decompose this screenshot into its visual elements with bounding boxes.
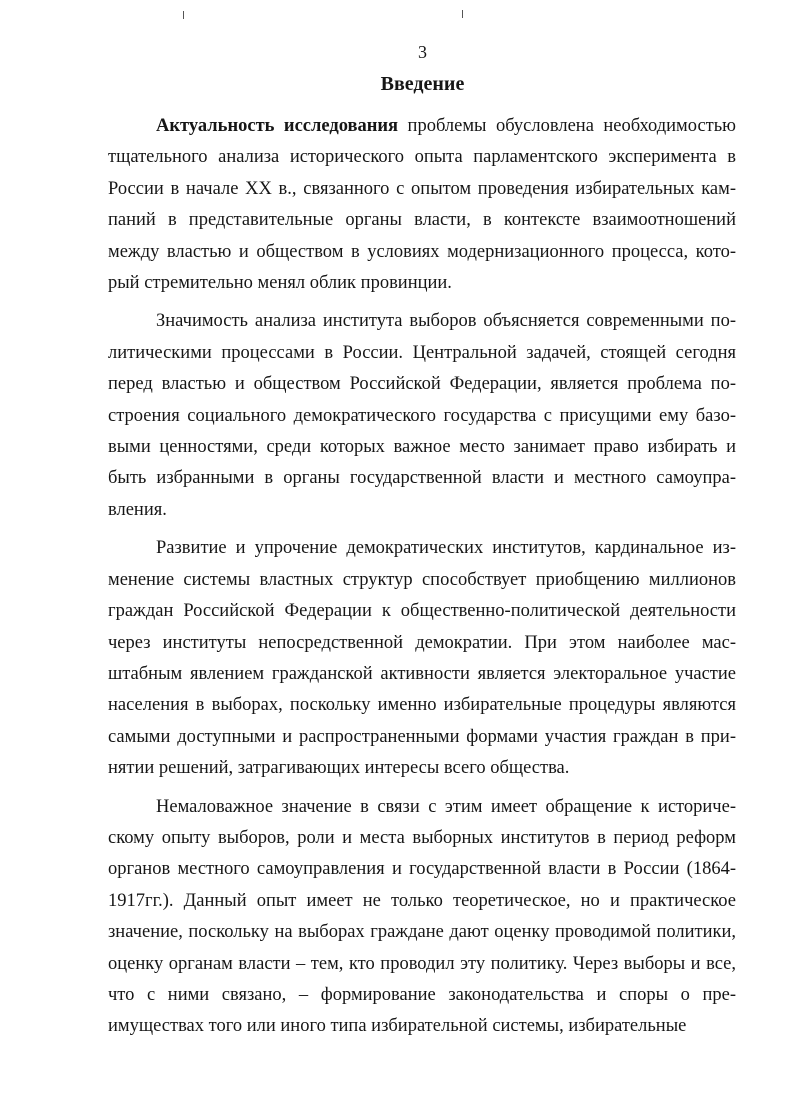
paragraph-relevance xyxy=(108,111,736,299)
paragraph-lead: Актуальность исследования xyxy=(156,116,399,136)
paragraph: Развитие и упрочение демократических институтов, кардинальное изменение системы властных структур способствует приобщению миллионов граждан Российской Федерации к общественно-политической деятельности через институты непосредственной демократии. При этом наиболее масштабным явлением гражданской активности является электоральное участие населения в выборах, поскольку именно избирательные процедуры являются самыми доступными и распространенными формами участия граждан в принятии решений, затрагивающих интересы всего общества. xyxy=(108,538,736,779)
page-title: Введение xyxy=(380,73,465,95)
paragraph: Немаловажное значение в связи с этим имеет обращение к историческому опыту выборов, роли и места выборных институтов в период реформ органов местного самоуправления и государственной власти в России (1864-1917гг.). Данный опыт имеет не только теоретическое, но и практическое значение, поскольку на выборах граждане дают оценку проводимой политики, оценку органам власти – тем, кто проводил эту политику. Через выборы и все, что с ними связано, – формирование законодательства и споры о преимуществах того или иного типа избирательной системы, избирательные xyxy=(108,796,736,1037)
paragraph-text: проблемы обусловлена необходимостью тщательного анализа исторического опыта парламентского эксперимента в России в начале XX в., связанного с опытом проведения избирательных кампаний в представительные органы власти, в контексте взаимоотношений между властью и обществом в условиях модернизационного процесса, который стремительно менял облик провинции. xyxy=(108,116,736,294)
scan-speck xyxy=(183,11,184,19)
scan-speck xyxy=(462,10,463,18)
paragraph: Значимость анализа института выборов объясняется современными политическими процессами в России. Центральной задачей, стоящей сегодня перед властью и обществом Российской Федерации, является проблема построения социального демократического государства с присущими ему базовыми ценностями, среди которых важное место занимает право избирать и быть избранными в органы государственной власти и местного самоуправления. xyxy=(108,311,736,520)
document-body xyxy=(108,111,736,1043)
page-number: 3 xyxy=(418,42,427,62)
